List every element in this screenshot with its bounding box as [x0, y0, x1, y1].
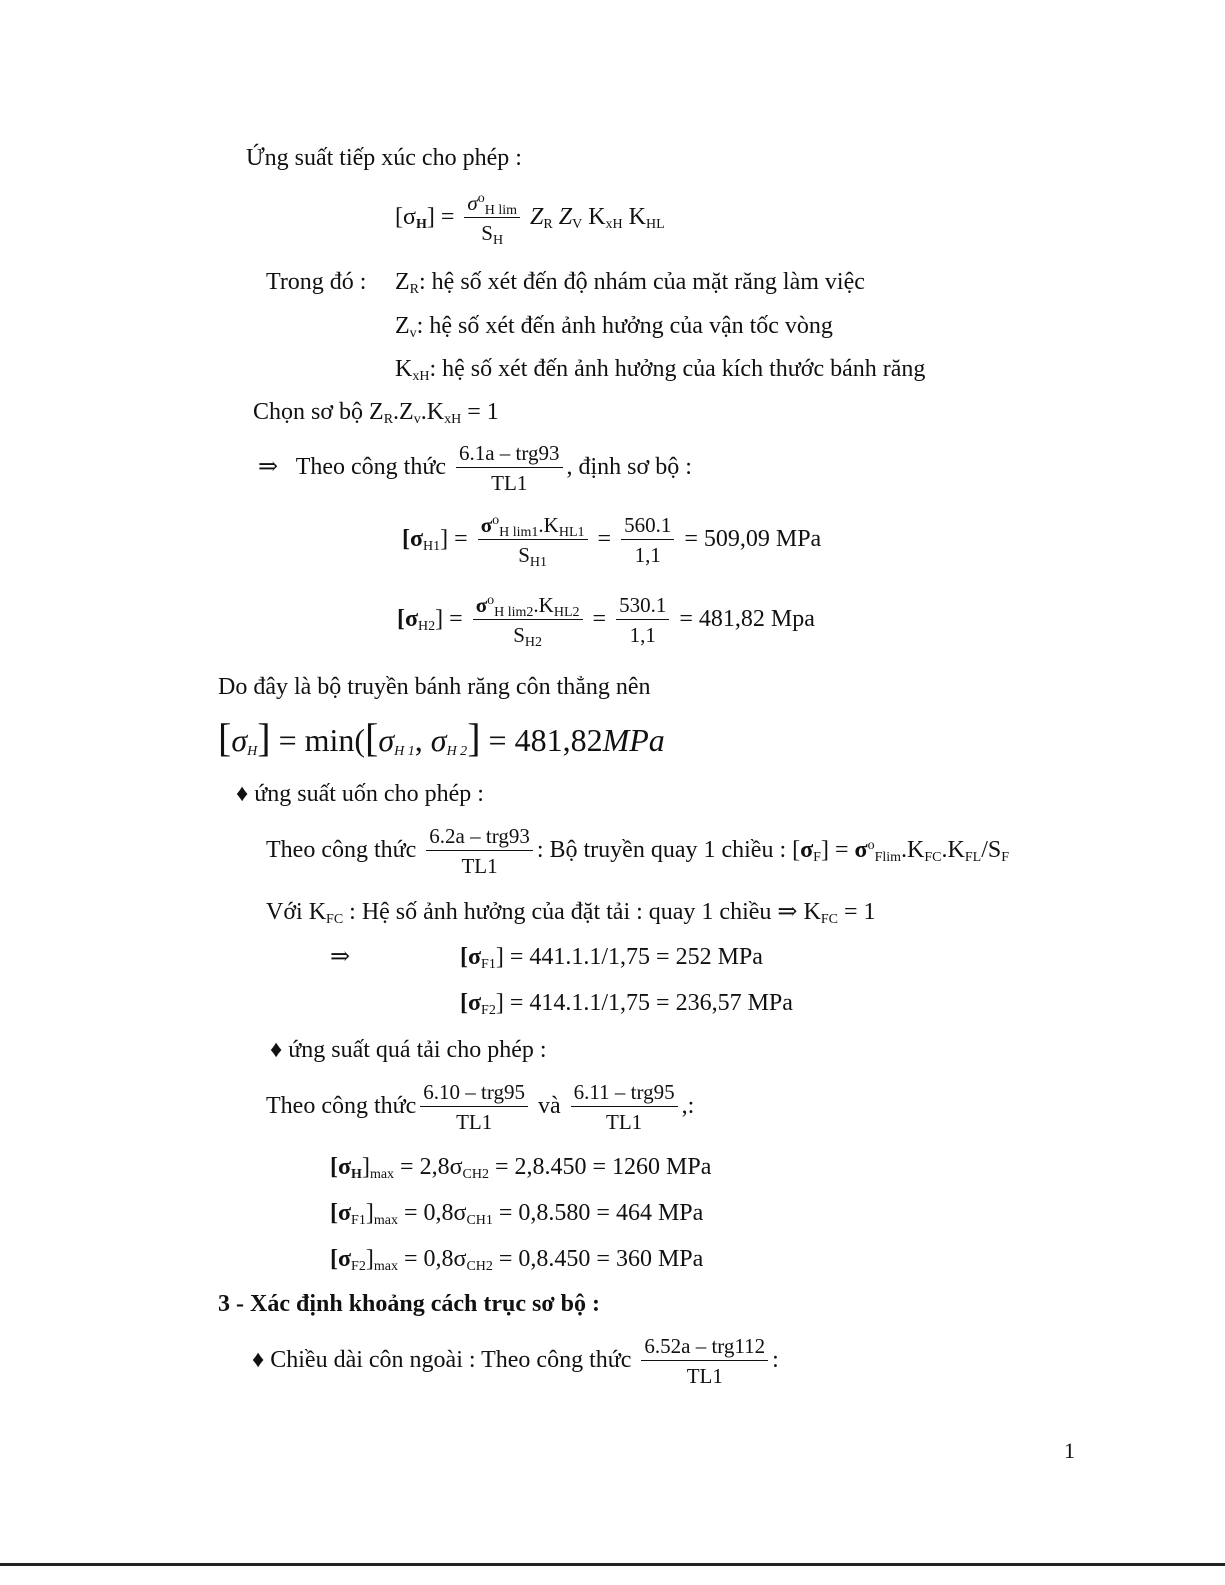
straight-bevel-note: Do đây là bộ truyền bánh răng côn thẳng nên: [218, 674, 651, 700]
formula-sigma-h2: $[\sigma_{H2}]$ = $\frac{\sigma^o_{H lim2}.K_{HL2}}{S_{H2}}$ = $\frac{530.1}{1,1}$ = 481,82 Mpa: [397, 593, 815, 650]
formula-ref-6-1a: ⇒ Theo công thức $\frac{\text{6.1a – trg93}}{TL1}$ , định sơ bộ :: [258, 441, 692, 495]
def-zr: $Z_R$: hệ số xét đến độ nhám của mặt răng làm việc: [395, 269, 865, 297]
page-number: 1: [1064, 1438, 1075, 1463]
def-zv: $Z_v$: hệ số xét đến ảnh hưởng của vận tốc vòng: [395, 313, 833, 341]
bending-stress-heading: ♦ ứng suất uốn cho phép :: [236, 781, 484, 807]
formula-sigma-h: $[\sigma_H]$ = $\frac{\sigma^o_{H lim}}{S_H}$ $Z_R$ $Z_V$ $K_{xH}$ $K_{HL}$: [395, 191, 665, 248]
choose-preliminary: Chọn sơ bộ $Z_R.Z_v.K_{xH} = 1$: [253, 399, 499, 427]
sigma-f1-max: $[\sigma_{F1}]_{max} = 0,8\sigma_{CH1} = 0,8.580 = 464$ MPa: [330, 1200, 704, 1228]
formula-min-sigma-h: $[\sigma_H] = \min([\sigma_{H 1}$, $\sigma_{H 2}] = 481,82MPa$: [218, 715, 665, 760]
formula-ref-6-2a: Theo công thức $\frac{\text{6.2a – trg93}}{TL1}$ : Bộ truyền quay 1 chiều : $[\sigma_F] = \sigma^o_{Flim}.K_{FC}.K_{FL}/S_F$: [266, 824, 1009, 878]
fraction: $\frac{\text{6.10 – trg95}}{TL1}$: [420, 1082, 528, 1133]
heading-contact-stress: Ứng suất tiếp xúc cho phép :: [246, 145, 522, 171]
fraction: $\frac{\sigma^o_{H lim}}{S_H}$: [464, 193, 520, 244]
formula-sigma-h1: $[\sigma_{H1}]$ = $\frac{\sigma^o_{H lim1}.K_{HL1}}{S_{H1}}$ = $\frac{560.1}{1,1}$ = 509,09 MPa: [402, 513, 822, 570]
overload-stress-heading: ♦ ứng suất quá tải cho phép :: [270, 1037, 547, 1063]
sigma-f2-max: $[\sigma_{F2}]_{max} = 0,8\sigma_{CH2} = 0,8.450 = 360$ MPa: [330, 1246, 704, 1274]
fraction: $\frac{\text{6.2a – trg93}}{TL1}$: [426, 826, 533, 877]
where-label: Trong đó :: [266, 269, 367, 295]
sigma-f2-value: $[\sigma_{F2}] = 414.1.1/1,75 = 236,57$ MPa: [460, 990, 793, 1018]
kfc-definition: Với $K_{FC}$ : Hệ số ảnh hưởng của đặt tải : quay 1 chiều ⇒ $K_{FC} = 1$: [266, 899, 876, 927]
page-bottom-border: [0, 1563, 1225, 1566]
formula-ref-6-52a: ♦ Chiều dài côn ngoài : Theo công thức $\frac{\text{6.52a – trg112}}{TL1}$ :: [252, 1334, 779, 1388]
implies-icon: ⇒: [330, 944, 351, 970]
fraction: $\frac{\text{6.11 – trg95}}{TL1}$: [571, 1082, 678, 1133]
fraction: $\frac{\text{6.52a – trg112}}{TL1}$: [641, 1336, 768, 1387]
sigma-f1-value: $[\sigma_{F1}] = 441.1.1/1,75 = 252$ MPa: [460, 944, 763, 972]
fraction: $\frac{\sigma^o_{H lim1}.K_{HL1}}{S_{H1}}$: [478, 515, 588, 566]
formula-ref-6-10-6-11: Theo công thức $\frac{\text{6.10 – trg95}}{TL1}$ và $\frac{\text{6.11 – trg95}}{TL1}$ ,:: [266, 1080, 695, 1134]
fraction: $\frac{\text{6.1a – trg93}}{TL1}$: [456, 443, 563, 494]
fraction: $\frac{560.1}{1,1}$: [621, 515, 674, 566]
implies-icon: ⇒: [258, 454, 279, 481]
fraction: $\frac{\sigma^o_{H lim2}.K_{HL2}}{S_{H2}}$: [473, 595, 583, 646]
def-kxh: $K_{xH}$: hệ số xét đến ảnh hưởng của kích thước bánh răng: [395, 356, 926, 384]
section-heading: 3 - Xác định khoảng cách trục sơ bộ :: [218, 1291, 600, 1317]
sigma-h-max: $[\sigma_H]_{max} = 2,8\sigma_{CH2} = 2,8.450 = 1260$ MPa: [330, 1154, 712, 1182]
fraction: $\frac{530.1}{1,1}$: [616, 595, 669, 646]
